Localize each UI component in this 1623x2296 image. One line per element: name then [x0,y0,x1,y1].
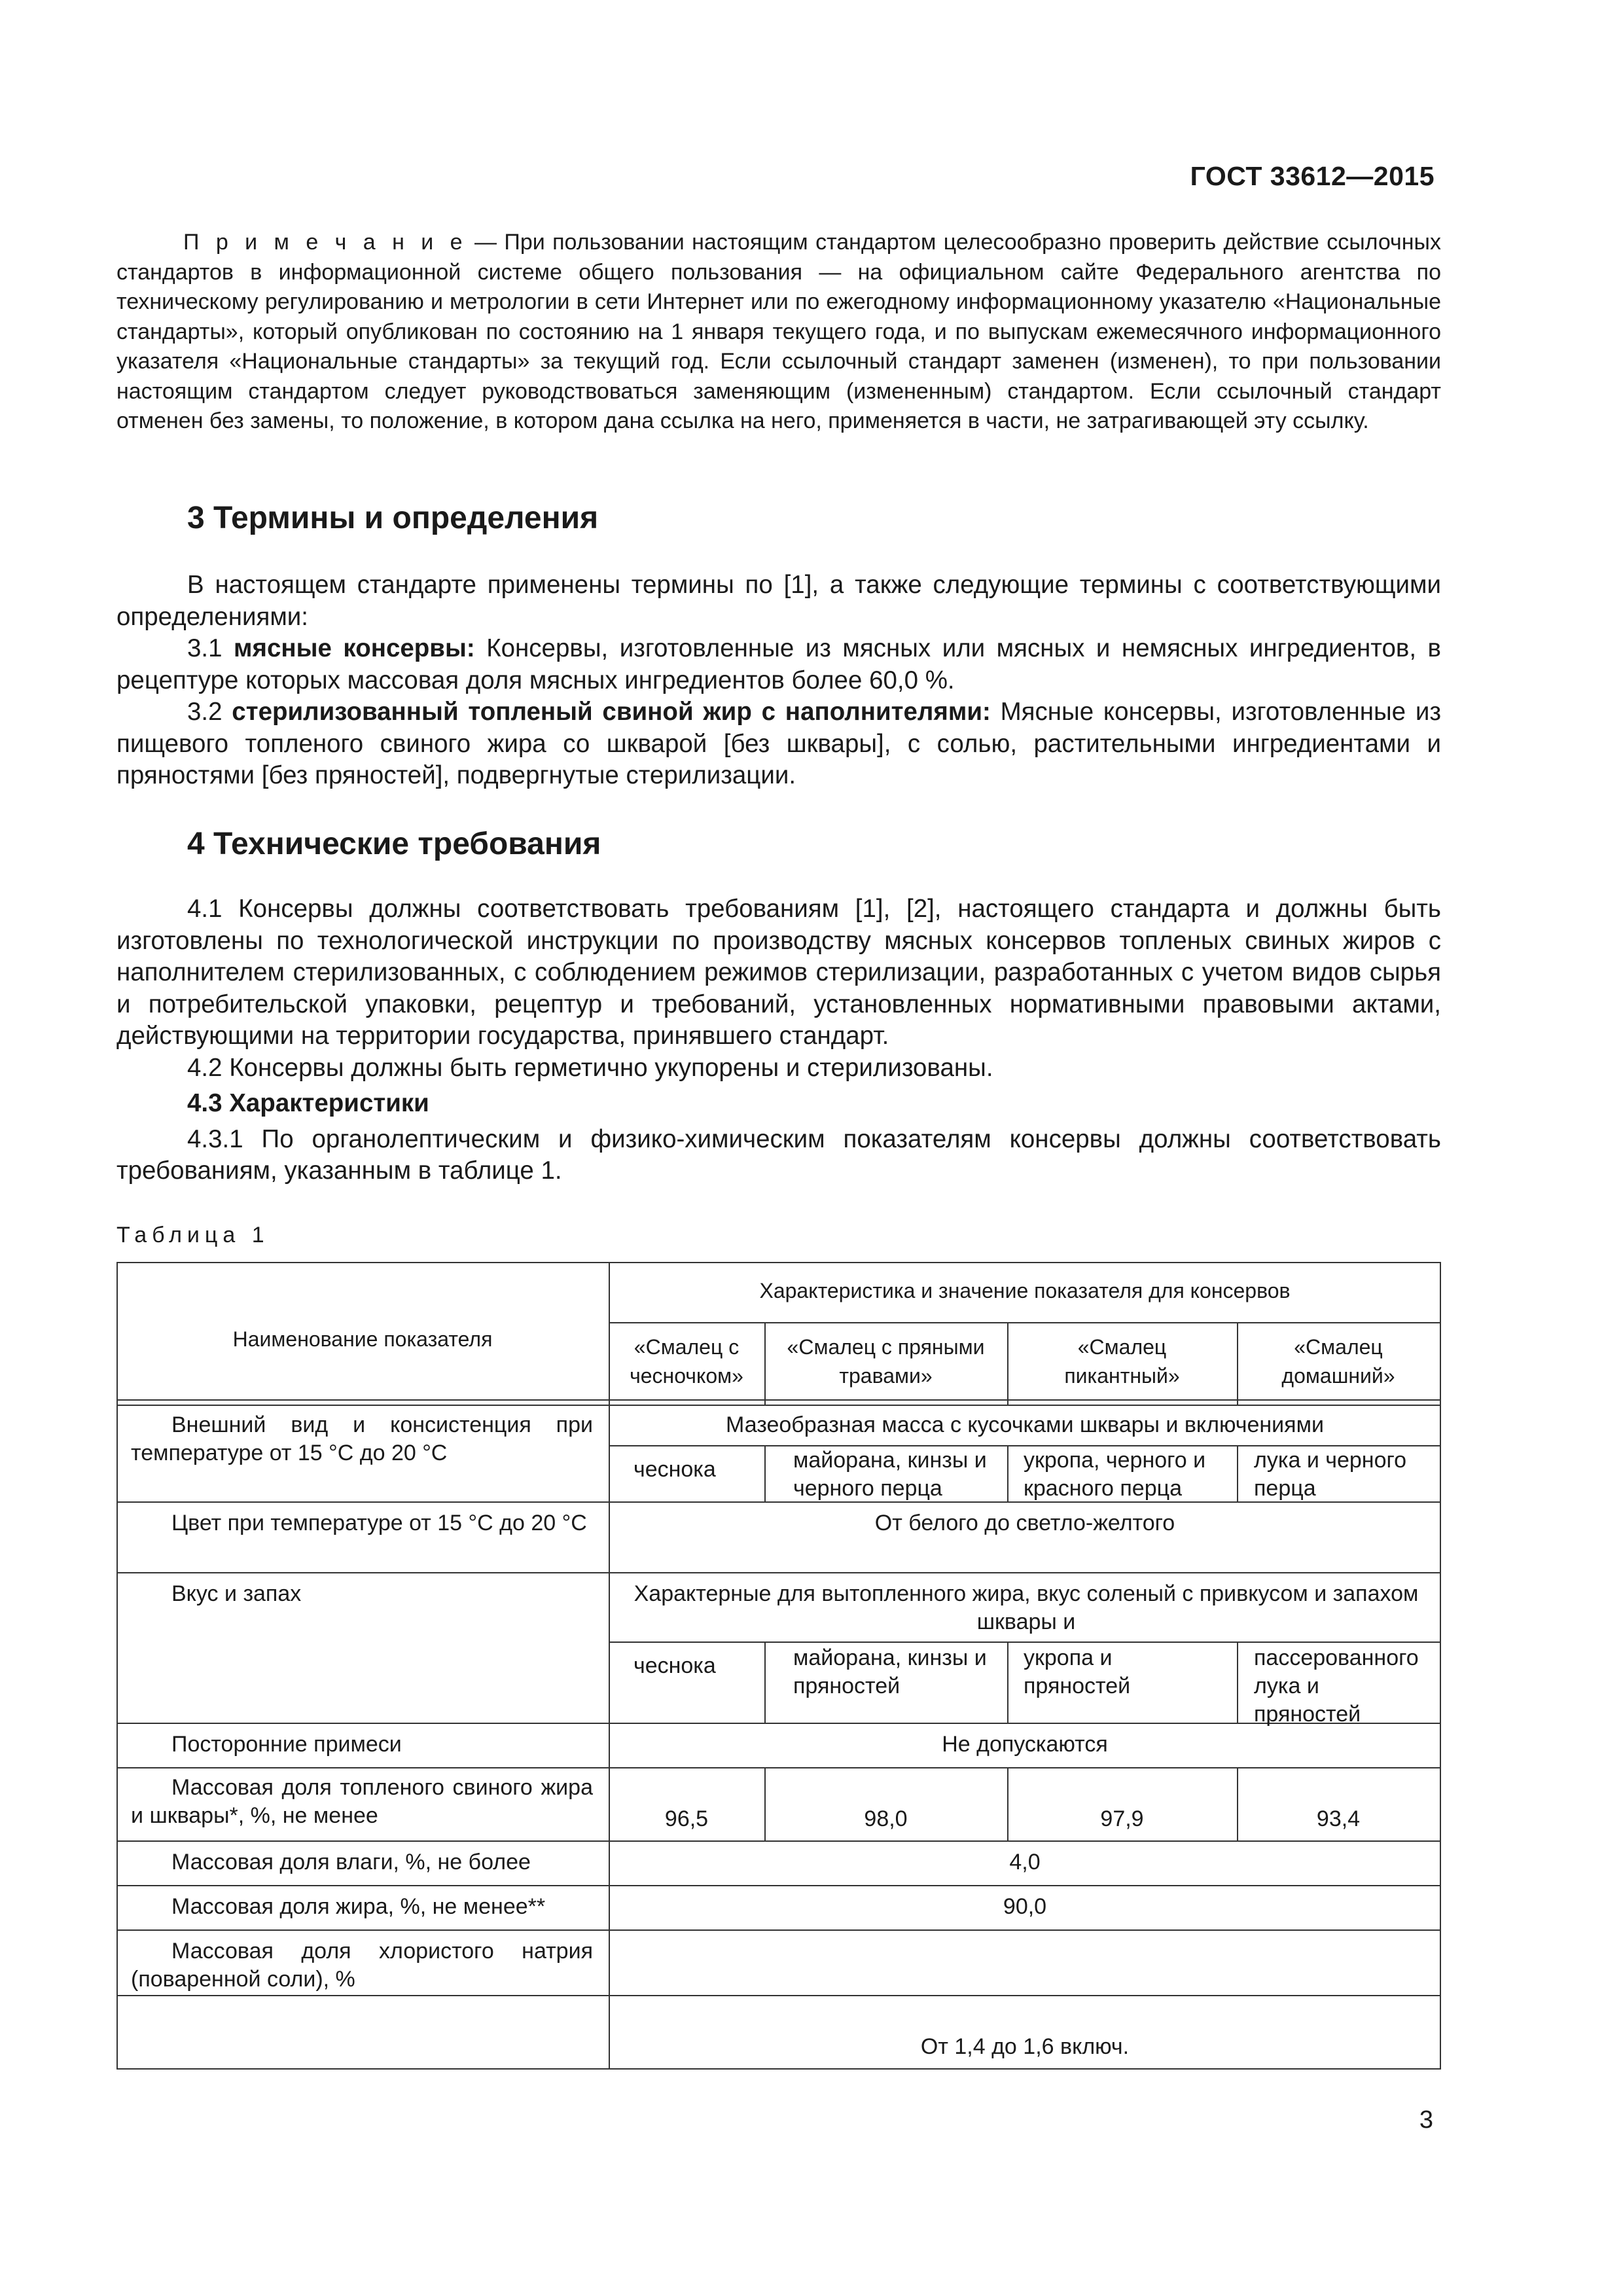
clause-4-3-1: 4.3.1 По органолептическим и физико-химическим показателям консервы должны соответствовать требованиям, указанным в таблице 1. [116,1124,1441,1185]
row-moisture-value: 4,0 [1009,1850,1041,1874]
reference-note [116,228,1441,437]
characteristics-table [116,1262,1441,2070]
table-rule [116,1885,1441,1886]
section-3-body [116,569,1441,792]
term-3-2-term: стерилизованный топленый свиной жир с наполнителями: [232,698,991,726]
header-col-garlic: «Смалец с чесночком» [630,1335,743,1388]
clause-4-3-heading: 4.3 Характеристики [187,1089,429,1117]
clause-4-1: 4.1 Консервы должны соответствовать требованиям [1], [2], настоящего стандарта и должны быть изготовлены по технологической инструкции по производству мясных консервов топленых свиных жиров с наполнителем стерилизованных, с соблюдением режимов стерилизации, разработанных с учетом видов сырья и потребительской упаковки, рецептур и требований, установленных нормативными правовыми актами, действующими на территории государства, принявшего стандарт. [116,895,1441,1050]
table-rule [116,1262,1441,1263]
table-rule [116,2068,1441,2070]
table-rule [1237,1641,1238,1723]
section-4-heading: 4 Технические требования [187,827,601,861]
row-color-value: От белого до светло-желтого [874,1511,1175,1535]
row-taste-name: Вкус и запах [171,1581,302,1606]
note-text: — При пользовании настоящим стандартом целесообразно проверить действие ссылочных стандартов в информационной системе общего пользования — на официальном сайте Федерального агентства по техническому регулированию и метрологии в сети Интернет или по ежегодному информационному указателю «Национальные стандарты», который опубликован по состоянию на 1 января текущего года, и по выпускам ежемесячного информационного указателя «Национальные стандарты» за текущий год. Если ссылочный стандарт заменен (изменен), то при пользовании настоящим стандартом следует руководствоваться заменяющим (измененным) стандартом. Если ссылочный стандарт отменен без замены, то положение, в котором дана ссылка на него, применяется в части, не затрагивающей эту ссылку. [116,230,1441,433]
header-group: Характеристика и значение показателя для консервов [759,1279,1291,1302]
row-taste-spicy: укропа и пряностей [1024,1645,1131,1698]
term-3-1-term: мясные консервы: [234,634,475,662]
term-3-2 [116,696,1441,792]
row-appearance-garlic: чеснока [633,1457,716,1482]
table-rule [764,1641,766,1723]
table-rule [116,1929,1441,1931]
term-3-2-number: 3.2 [187,698,232,726]
table-rule [609,1641,1441,1643]
term-3-2-definition: Мясные консервы, изготовленные из пищевого топленого свиного жира со шкварой [без шквары], с солью, растительными ингредиентами и пряностями [без пряностей], подвергнутые стерилизации. [116,698,1442,789]
row-fat-cracklings-homemade: 93,4 [1316,1806,1361,1831]
row-appearance-homemade: лука и черного перца [1254,1448,1407,1501]
row-appearance-name: Внешний вид и консистенция при температуре от 15 °C до 20 °C [131,1412,593,1465]
row-fat-cracklings-name: Массовая доля топленого свиного жира и шквары*, %, не менее [131,1775,593,1828]
table-rule [116,1995,1441,1996]
row-fat-cracklings-herbs: 98,0 [864,1806,908,1831]
note-label: П р и м е ч а н и е [183,230,467,255]
row-impurities-name: Посторонние примеси [171,1732,402,1757]
header-col-homemade: «Смалец домашний» [1281,1335,1395,1388]
table-rule [116,1501,1441,1503]
header-col-spicy: «Смалец пикантный» [1064,1335,1180,1388]
term-3-1 [116,633,1441,696]
table-rule [116,1572,1441,1573]
table-rule [116,1262,118,2070]
row-fat-value: 90,0 [1003,1894,1047,1919]
table-rule [116,1405,1441,1406]
section-3-intro: В настоящем стандарте применены термины по [1], а также следующие термины с соответствующими определениями: [116,571,1441,631]
row-fat-name: Массовая доля жира, %, не менее** [171,1894,546,1919]
row-appearance-common: Мазеобразная масса с кусочками шквары и включениями [726,1412,1324,1437]
row-taste-common: Характерные для вытопленного жира, вкус соленый с привкусом и запахом шквары и [633,1581,1419,1634]
row-taste-homemade: пассерованного лука и пряностей [1254,1645,1419,1727]
header-col-herbs: «Смалец с пряными травами» [787,1335,985,1388]
table-rule [116,1723,1441,1724]
row-appearance-herbs: майорана, кинзы и черного перца [793,1448,987,1501]
table-rule [116,1840,1441,1842]
table-rule [1440,1262,1441,2070]
table-rule [1007,1445,1008,1501]
row-impurities-value: Не допускаются [942,1732,1108,1757]
table-caption: Таблица 1 [116,1223,270,1247]
table-rule [609,1322,1441,1323]
row-appearance-spicy: укропа, черного и красного перца [1024,1448,1206,1501]
row-fat-cracklings-garlic: 96,5 [664,1806,709,1831]
row-taste-garlic: чеснока [633,1653,716,1678]
page-number: 3 [1419,2106,1433,2134]
table-rule [116,1767,1441,1768]
header-indicator-name: Наименование показателя [232,1327,493,1351]
document-header: ГОСТ 33612—2015 [1190,161,1435,191]
section-3-heading: 3 Термины и определения [187,501,599,535]
row-taste-herbs: майорана, кинзы и пряностей [793,1645,987,1698]
row-fat-cracklings-spicy: 97,9 [1100,1806,1144,1831]
table-rule [116,1399,1441,1401]
row-salt-name: Массовая доля хлористого натрия (поваренной соли), % [131,1939,593,1992]
table-rule [764,1445,766,1501]
section-4-body [116,893,1441,1187]
table-rule [1007,1641,1008,1723]
term-3-1-number: 3.1 [187,634,234,662]
table-rule [1237,1445,1238,1501]
clause-4-2: 4.2 Консервы должны быть герметично укупорены и стерилизованы. [187,1053,993,1082]
term-3-1-definition: Консервы, изготовленные из мясных или мясных и немясных ингредиентов, в рецептуре которых массовая доля мясных ингредиентов более 60,0 %. [116,634,1442,694]
row-color-name: Цвет при температуре от 15 °C до 20 °C [171,1511,587,1535]
row-salt-value: От 1,4 до 1,6 включ. [920,2034,1130,2059]
row-moisture-name: Массовая доля влаги, %, не более [171,1850,531,1874]
